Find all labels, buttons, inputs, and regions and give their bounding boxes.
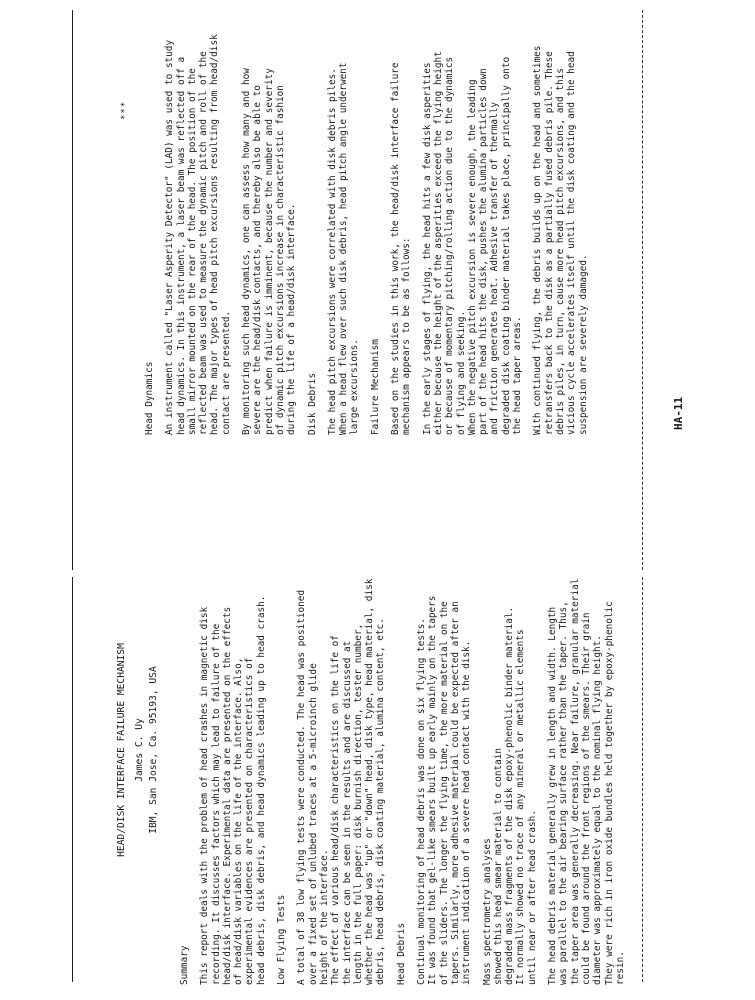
low-flying-text: A total of 38 low flying tests were conducted. The head was positioned over a fixed set of unlubed traces at a 5-microinch glide height of the interface. The effect of various head/disk characteristics on the life of the interface can be seen in the results and are discussed at length in the full paper: disk burnish direction, tester number, whether the head was "up" or "down" head, disk type, head material, disk debris, head debris, disk coating material, alumina content, etc.: [296, 578, 387, 985]
paper-title: HEAD/DISK INTERFACE FAILURE MECHANISM: [116, 643, 127, 857]
left-column: [175, 565, 635, 985]
head-debris-text: Continual monitoring of head debris was done on six flying tests. It was found that gel-like smears built up early mainly on the tapers of the sliders. The longer the flying time, the more material on the tapers. Similarly, more adhesive material could be expected after an instrument indication of a severe head contact with the disk.: [416, 595, 473, 985]
low-flying-heading: Low Flying Tests: [276, 894, 288, 985]
mass-spec-text: Mass spectrometry analyses showed this head smear material to contain degraded mass fragments of the disk epoxy-phenolic binder material. It normally showed no trace of any mineral or metallic elements until near or after head crash.: [481, 606, 538, 985]
author-name: James C. Uy: [134, 718, 145, 782]
top-rule-left: [72, 577, 73, 982]
affiliation: IBM, San Jose, Ca. 95193, USA: [148, 666, 159, 834]
head-debris-final-text: The head debris material generally grew in length and width. Length was parallel to the air bearing surface rather than the taper. Thus, the taper area was generally decreasing. Near failure, granular material could be found around the front regions of the smears. Their grain diameter was approximately equal to the nominal flying height. They were rich in iron oxide bundles held together by epoxy-phenolic resin.: [547, 578, 626, 985]
top-rule-right: [72, 10, 73, 570]
summary-heading: Summary: [179, 945, 190, 985]
failure-intro-text: Based on the studies in this work, the head/disk interface failure mechanism appears to be as follows:: [390, 62, 413, 435]
head-dynamics-text: An instrument called "Laser Asperity Detector" (LAD) was used to study head dynamics. In this instrument, a laser beam was reflected off a small mirror mounted on the rear of the head. The position of the reflected beam was used to measure the dynamic pitch and roll of the head. The major types of head pitch excursions resulting from head/disk contact are presented.: [164, 34, 232, 435]
head-debris-heading: Head Debris: [395, 922, 407, 985]
disk-debris-text: The head pitch excursions were correlated with disk debris piles. When a head flew over such disk debris, head pitch angle underwent large excursions.: [326, 62, 361, 435]
bottom-dash-left: [642, 577, 643, 982]
bottom-dash-right: [642, 10, 643, 570]
disk-debris-heading: Disk Debris: [306, 372, 318, 435]
head-dynamics-heading: Head Dynamics: [144, 361, 155, 435]
failure-paragraph-2: With continued flying, the debris builds up on the head and sometimes retransfers back to the disk as a partially fused debris pile. These debris piles, in turn, cause more head pitch excursions, and this vicious cycle accelerates itself until the disk coating and the head suspension are severely damaged.: [532, 45, 589, 435]
right-column: [140, 5, 598, 435]
page-number: HA-11: [672, 396, 685, 430]
failure-mechanism-heading: Failure Mechanism: [369, 339, 381, 435]
monitoring-text: By monitoring such head dynamics, one can assess how many and how severe are the head/disk contacts, and thereby also be able to predict when failure is imminent, because the number and severity of dynamic pitch excursions increase in characteristic fashion during the life of a head/disk interface.: [241, 68, 298, 435]
summary-text: This report deals with the problem of head crashes in magnetic disk recording. It discusses factors which may lead to failure of the head/disk interface. Experimental data are presented on the effects of head/disk variables on the life of the interface. Also, experimental evidences are presented on characteristics of head debris, disk debris, and head dynamics leading up to head crash.: [199, 595, 267, 985]
separator-stars: ***: [120, 100, 130, 120]
failure-paragraph-1: In the early stages of flying, the head hits a few disk asperities either because the height of the asperities exceed the flying height or because of momentary pitching/rolling action due to the dynamics of flying and seeking. When the negative pitch excursion is severe enough, the leading part of the head hits the disk, pushes the alumina particles down and friction generates heat. Adhesive transfer of thermally degraded disk coating binder material takes place, principally onto the head taper areas.: [421, 51, 524, 435]
